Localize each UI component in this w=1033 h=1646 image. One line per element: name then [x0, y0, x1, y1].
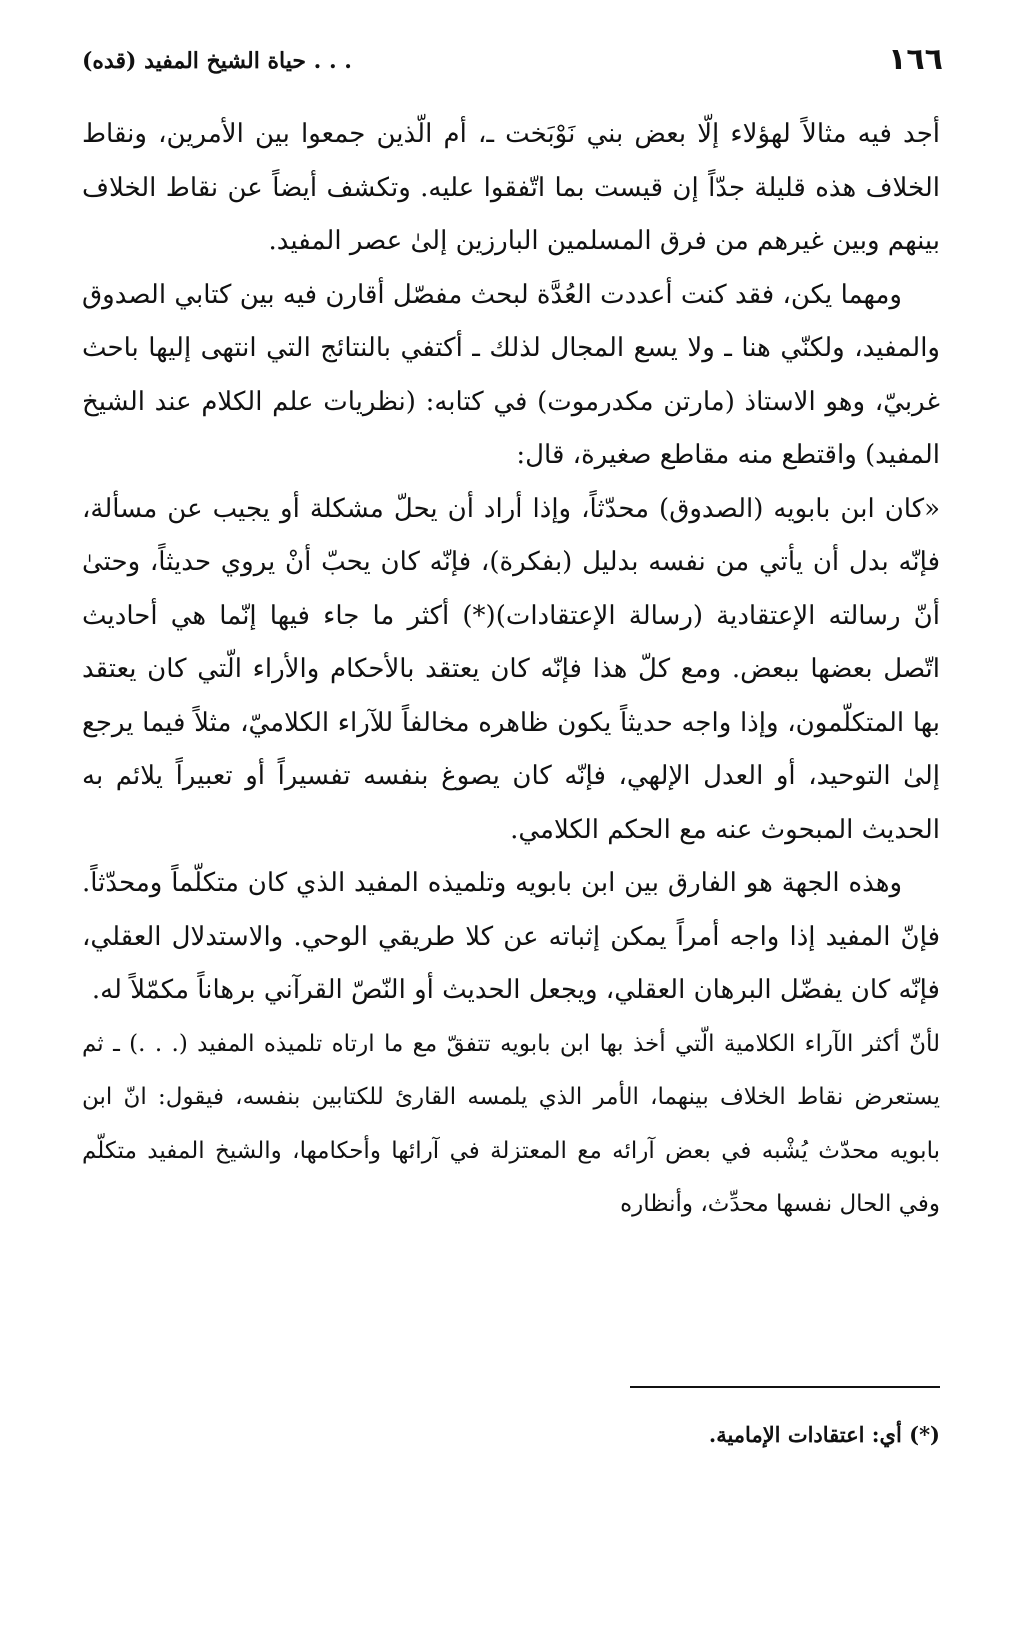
footnote: (*) أي: اعتقادات الإمامية.	[708, 1422, 940, 1447]
page-number: ١٦٦	[888, 42, 943, 77]
quoted-paragraph: «كان ابن بابويه (الصدوق) محدّثاً، وإذا أراد أن يحلّ مشكلة أو يجيب عن مسألة، فإنّه بدل أن يأتي من نفسه بدليل (بفكرة)، فإنّه كان يحبّ أنْ يروي حديثاً، وحتىٰ أنّ رسالته الإعتقادية (رسالة الإعتقادات)(*) أكثر ما جاء فيها إنّما هي أحاديث اتّصل بعضها ببعض. ومع كلّ هذا فإنّه كان يعتقد بالأحكام والأراء الّتي كان يعتقد بها المتكلّمون، وإذا واجه حديثاً يكون ظاهره مخالفاً للآراء الكلاميّ، مثلاً فيما يرجع إلىٰ التوحيد، أو العدل الإلهي، فإنّه كان يصوغ بنفسه تفسيراً أو تعبيراً يلائم به الحديث المبحوث عنه مع الحكم الكلامي.	[82, 493, 940, 845]
paragraph: وهذه الجهة هو الفارق بين ابن بابويه وتلميذه المفيد الذي كان متكلّماً ومحدّثاً. فإنّ المفيد إذا واجه أمراً يمكن إثباته عن كلا طريقي الوحي. والاستدلال العقلي، فإنّه كان يفضّل البرهان العقلي، ويجعل الحديث أو النّصّ القرآني برهاناً مكمّلاً له.	[82, 868, 940, 1005]
paragraph: أجد فيه مثالاً لهؤلاء إلّا بعض بني نَوْبَخت ـ، أم الّذين جمعوا بين الأمرين، ونقاط الخلاف هذه قليلة جدّاً إن قيست بما اتّفقوا عليه. وتكشف أيضاً عن نقاط الخلاف بينهم وبين غيرهم من فرق المسلمين البارزين إلىٰ عصر المفيد.	[82, 119, 940, 256]
paragraph: لأنّ أكثر الآراء الكلامية الّتي أخذ بها ابن بابويه تتفقّ مع ما ارتاه تلميذه المفيد (. . .) ـ ثم يستعرض نقاط الخلاف بينهما، الأمر الذي يلمسه القارئ للكتابين بنفسه، فيقول: انّ ابن بابويه محدّث يُشْبه في بعض آرائه مع المعتزلة في آرائها وأحكامها، والشيخ المفيد متكلّم وفي الحال نفسها محدِّث، وأنظاره	[82, 1030, 940, 1217]
main-text	[82, 108, 940, 1232]
running-title: . . . حياة الشيخ المفيد (قده)	[82, 48, 352, 74]
paragraph: ومهما يكن، فقد كنت أعددت العُدَّة لبحث مفصّل أقارن فيه بين كتابي الصدوق والمفيد، ولكنّي هنا ـ ولا يسع المجال لذلك ـ أكتفي بالنتائج التي انتهى إليها باحث غربيّ، وهو الاستاذ (مارتن مكدرموت) في كتابه: (نظريات علم الكلام عند الشيخ المفيد) واقتطع منه مقاطع صغيرة، قال:	[82, 279, 940, 470]
footnote-divider	[630, 1386, 940, 1388]
page-header	[82, 42, 943, 86]
